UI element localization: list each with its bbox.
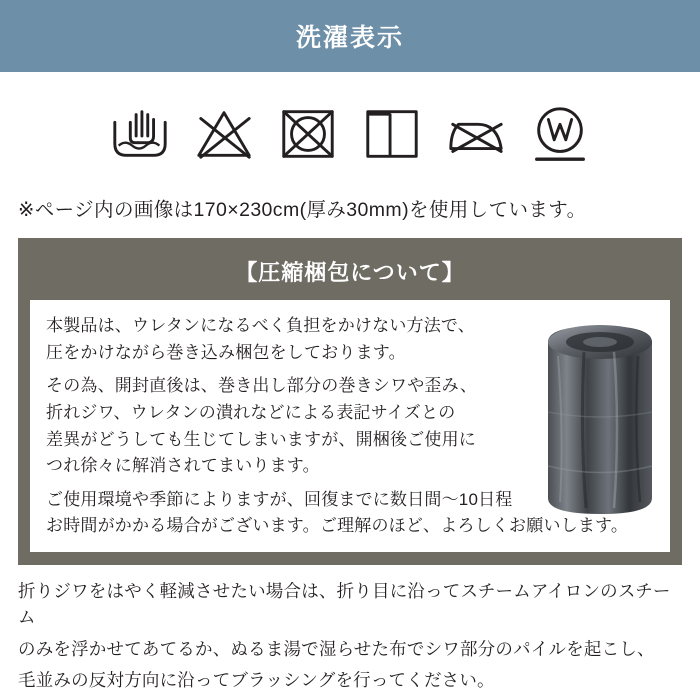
bottom-line-1: 折りジワをはやく軽減させたい場合は、折り目に沿ってスチームアイロンのスチーム	[18, 581, 671, 628]
panel-line-6: つれ徐々に解消されてまいります。	[46, 456, 320, 476]
compressed-package-photo	[544, 316, 656, 521]
image-size-note: ※ページ内の画像は170×230cm(厚み30mm)を使用しています。	[18, 199, 587, 221]
hand-wash-icon	[109, 103, 171, 165]
panel-line-2: 圧をかけながら巻き込み梱包をしております。	[46, 342, 406, 362]
panel-line-8: お時間がかかる場合がございます。ご理解のほど、よろしくお願いします。	[46, 516, 629, 536]
panel-line-1: 本製品は、ウレタンになるべく負担をかけない方法で、	[46, 316, 475, 335]
panel-line-4: 折れジワ、ウレタンの潰れなどによる表記サイズとの	[46, 402, 456, 422]
panel-line-5: 差異がどうしても生じてしまいますが、開梱後ご使用に	[46, 429, 476, 449]
care-symbol-row	[0, 72, 700, 190]
bottom-line-2: のみを浮かせてあてるか、ぬるま湯で湿らせた布でシワ部分のパイルを起こし、	[18, 638, 655, 659]
panel-line-7: ご使用環境や季節によりますが、回復までに数日間〜10日程	[46, 489, 513, 509]
no-tumble-dry-icon	[277, 103, 339, 165]
line-dry-icon	[361, 103, 423, 165]
bottom-line-3: 毛並みの反対方向に沿ってブラッシングを行ってください。	[18, 669, 495, 690]
wet-clean-icon	[529, 103, 591, 165]
compression-panel	[18, 238, 682, 565]
no-bleach-icon	[193, 103, 255, 165]
no-iron-icon	[445, 103, 507, 165]
page-header	[0, 0, 700, 72]
panel-line-3: その為、開封直後は、巻き出し部分の巻きシワや歪み、	[46, 376, 478, 396]
page-title: 洗濯表示	[295, 24, 404, 52]
care-instruction-text	[0, 565, 700, 693]
panel-body	[30, 300, 670, 552]
panel-title: 【圧縮梱包について】	[235, 260, 465, 285]
